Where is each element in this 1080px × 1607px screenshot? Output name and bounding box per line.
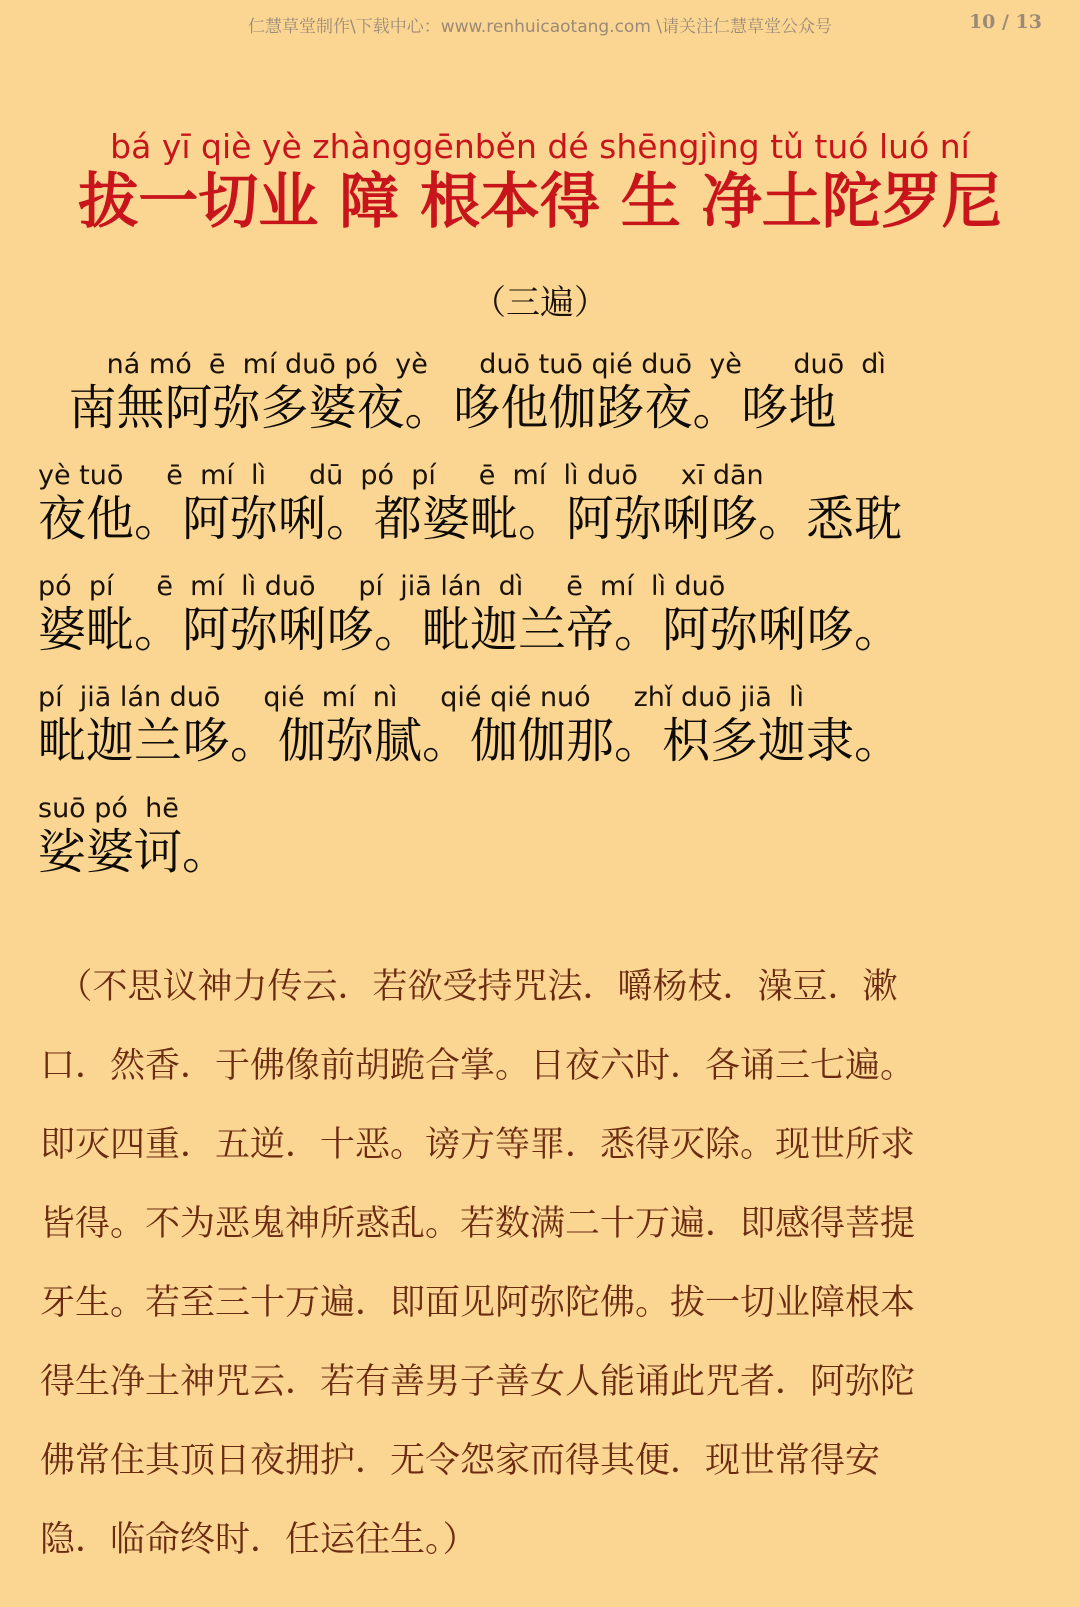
mantra-line (38, 572, 1043, 658)
mantra-title (60, 127, 1020, 235)
site-watermark-text: 仁慧草堂制作\下载中心：www.renhuicaotang.com \请关注仁慧草堂公众号 (247, 17, 833, 37)
mantra-line (38, 683, 1043, 769)
explanation-line: 即灭四重．五逆．十恶。谤方等罪．悉得灭除。现世所求 (40, 1125, 916, 1165)
page-header (0, 0, 1080, 48)
explanation-line: 牙生。若至三十万遍．即面见阿弥陀佛。拔一切业障根本 (40, 1283, 916, 1323)
mantra-line-text: 夜他。阿弥唎。都婆毗。阿弥唎哆。悉耽 (38, 491, 903, 547)
mantra-line-pinyin: ná mó ē mí duō pó yè duō tuō qié duō yè duō dì (38, 349, 886, 380)
mantra-line-text: 南無阿弥多婆夜。哆他伽跢夜。哆地 (38, 380, 837, 436)
mantra-line (38, 794, 1043, 880)
mantra-line (38, 461, 1043, 547)
title-text: 拔一切业 障 根本得 生 净土陀罗尼 (78, 167, 1002, 237)
explanation-line: 得生净土神咒云．若有善男子善女人能诵此咒者．阿弥陀 (40, 1362, 916, 1402)
repeat-count-note: （三遍） (472, 283, 608, 323)
explanation-line: 佛常住其顶日夜拥护．无令怨家而得其便．现世常得安 (40, 1441, 881, 1481)
explanation-line: （不思议神力传云．若欲受持咒法．嚼杨枝．澡豆．漱 (40, 967, 898, 1007)
mantra-line (38, 350, 1043, 436)
mantra-line-pinyin: pí jiā lán duō qié mí nì qié qié nuó zhǐ duō jiā lì (38, 682, 805, 713)
page-indicator: 10 / 13 (968, 11, 1042, 33)
mantra-line-pinyin: yè tuō ē mí lì dū pó pí ē mí lì duō xī dān (38, 460, 764, 491)
explanation-paragraph (40, 948, 1040, 1580)
explanation-line: 皆得。不为恶鬼神所惑乱。若数满二十万遍．即感得菩提 (40, 1204, 916, 1244)
explanation-line: 隐．临命终时．任运往生。） (40, 1520, 478, 1560)
mantra-line-text: 娑婆诃。 (38, 824, 231, 880)
explanation-line: 口．然香．于佛像前胡跪合掌。日夜六时．各诵三七遍。 (40, 1046, 916, 1086)
mantra-line-pinyin: suō pó hē (38, 793, 179, 824)
mantra-line-text: 毗迦兰哆。伽弥腻。伽伽那。枳多迦隶。 (38, 713, 903, 769)
title-pinyin: bá yī qiè yè zhànggēnběn dé shēngjìng tǔ tuó luó ní (110, 127, 970, 166)
mantra-line-pinyin: pó pí ē mí lì duō pí jiā lán dì ē mí lì duō (38, 571, 726, 602)
mantra-line-text: 婆毗。阿弥唎哆。毗迦兰帝。阿弥唎哆。 (38, 602, 903, 658)
